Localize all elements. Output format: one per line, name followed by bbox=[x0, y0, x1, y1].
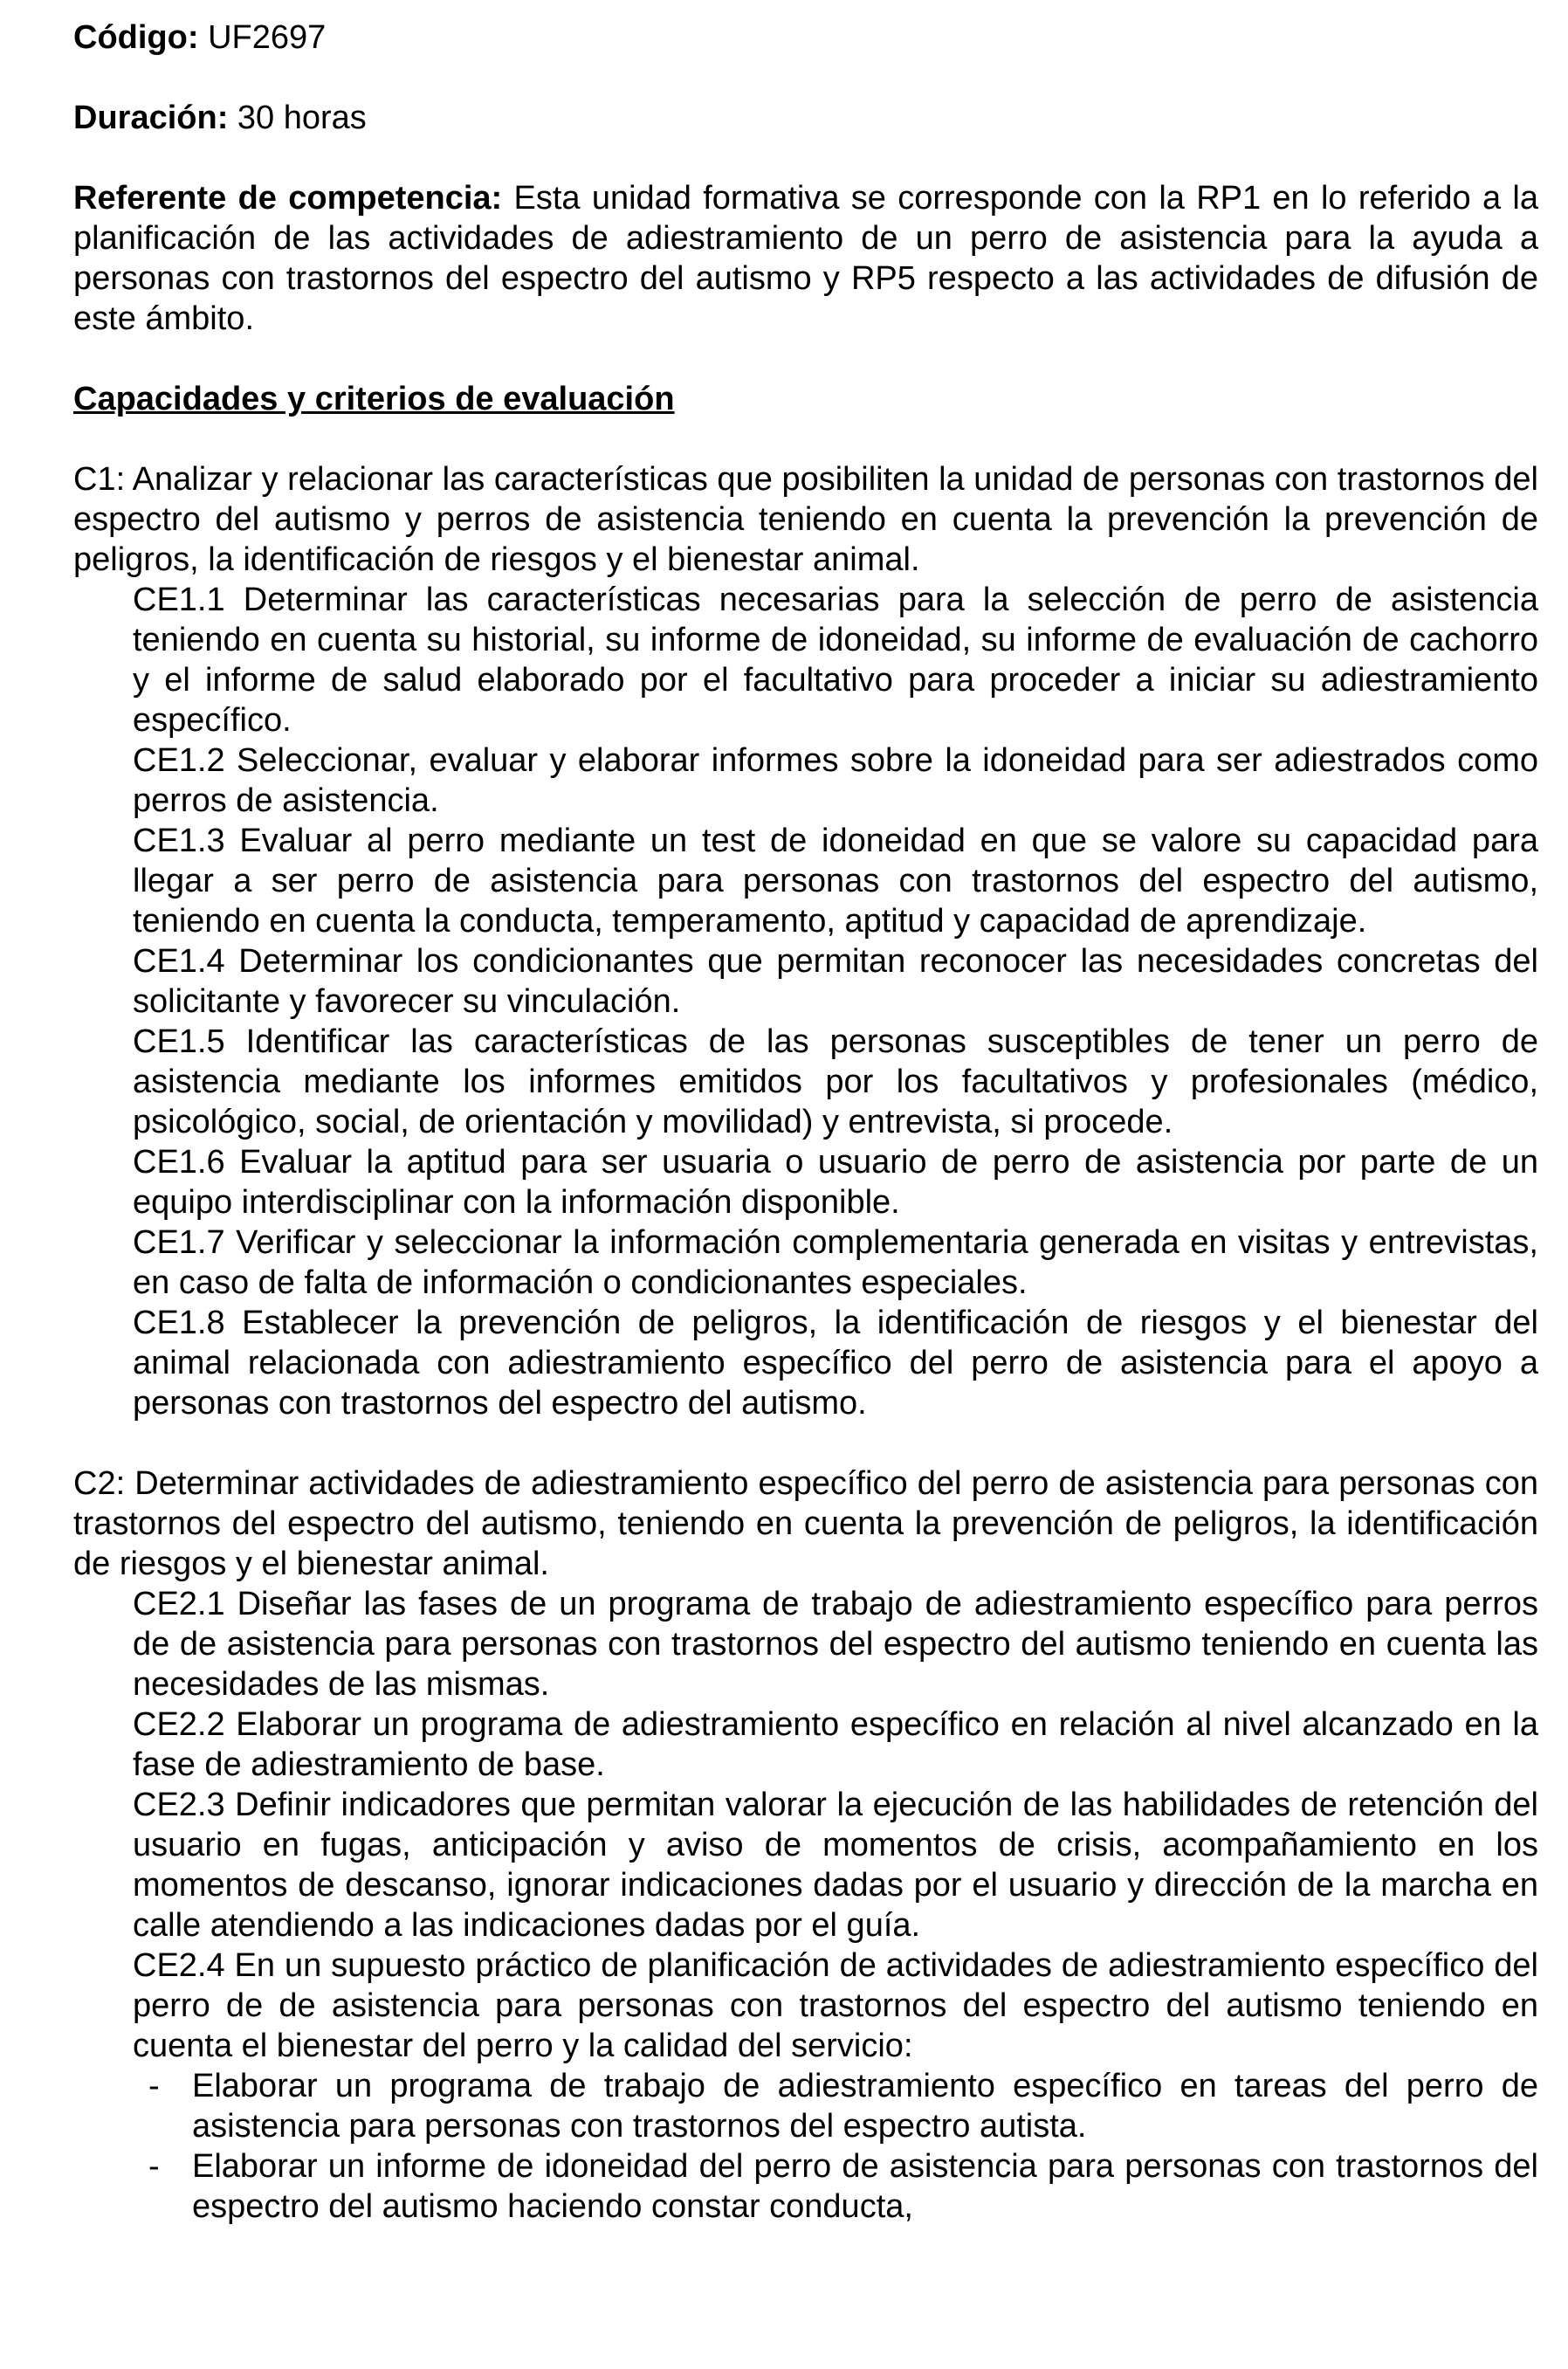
referente-label: Referente de competencia: bbox=[73, 180, 503, 217]
criterio-ce1-4: CE1.4 Determinar los condicionantes que permitan reconocer las necesidades concretas del solicitante y favorecer su vinculación. bbox=[133, 943, 1538, 1020]
section-title: Capacidades y criterios de evaluación bbox=[73, 381, 675, 417]
criterio-ce1-5: CE1.5 Identificar las características de las personas susceptibles de tener un perro de asistencia mediante los informes emitidos por los facultativos y profesionales (médico, psicológico, social, de orientación y movilidad) y entrevista, si procede. bbox=[133, 1023, 1538, 1140]
dash-bullet: - bbox=[148, 2148, 160, 2185]
codigo-value: UF2697 bbox=[208, 19, 327, 56]
criterio-ce1-6: CE1.6 Evaluar la aptitud para ser usuaria o usuario de perro de asistencia por parte de un equipo interdisciplinar con la información disponible. bbox=[133, 1144, 1538, 1221]
referente-value: Esta unidad formativa se corresponde con la RP1 en lo referido a la planificación de las actividades de adiestramiento de un perro de asistencia para la ayuda a personas con trastornos del espectro del autismo y RP5 respecto a las actividades de difusión de este ámbito. bbox=[73, 180, 1538, 337]
criterio-ce1-8: CE1.8 Establecer la prevención de peligros, la identificación de riesgos y el bienestar del animal relacionada con adiestramiento específico del perro de asistencia para el apoyo a personas con trastornos del espectro del autismo. bbox=[133, 1305, 1538, 1422]
capacidad-text: C2: Determinar actividades de adiestramiento específico del perro de asistencia para personas con trastornos del espectro del autismo, teniendo en cuenta la prevención de peligros, la identificación de riesgos y el bienestar animal. bbox=[73, 1465, 1538, 1582]
criterio-ce2-3: CE2.3 Definir indicadores que permitan valorar la ejecución de las habilidades de retención del usuario en fugas, anticipación y aviso de momentos de crisis, acompañamiento en los momentos de descanso, ignorar indicaciones dadas por el usuario y dirección de la marcha en calle atendiendo a las indicaciones dadas por el guía. bbox=[133, 1787, 1538, 1944]
criterio-ce1-2: CE1.2 Seleccionar, evaluar y elaborar informes sobre la idoneidad para ser adiestrados como perros de asistencia. bbox=[133, 742, 1538, 819]
list-item-text: Elaborar un programa de trabajo de adiestramiento específico en tareas del perro de asistencia para personas con trastornos del espectro autista. bbox=[192, 2068, 1538, 2145]
capacidad-text: C1: Analizar y relacionar las características que posibiliten la unidad de personas con trastornos del espectro del autismo y perros de asistencia teniendo en cuenta la prevención la prevención de peligros, la identificación de riesgos y el bienestar animal. bbox=[73, 461, 1538, 578]
duracion-field bbox=[73, 98, 1538, 138]
referente-field bbox=[73, 178, 1538, 339]
criterio-ce2-4: CE2.4 En un supuesto práctico de planificación de actividades de adiestramiento específico del perro de de asistencia para personas con trastornos del espectro del autismo teniendo en cuenta el bienestar del perro y la calidad del servicio: bbox=[133, 1947, 1538, 2064]
criterio-ce1-7: CE1.7 Verificar y seleccionar la información complementaria generada en visitas y entrevistas, en caso de falta de información o condicionantes especiales. bbox=[133, 1224, 1538, 1301]
codigo-label: Código: bbox=[73, 19, 199, 56]
capacidad-c2 bbox=[73, 1463, 1538, 2227]
list-item bbox=[148, 2146, 1538, 2227]
sub-item-list bbox=[73, 2066, 1538, 2227]
criterio-ce1-3: CE1.3 Evaluar al perro mediante un test de idoneidad en que se valore su capacidad para llegar a ser perro de asistencia para personas con trastornos del espectro del autismo, teniendo en cuenta la conducta, temperamento, aptitud y capacidad de aprendizaje. bbox=[133, 823, 1538, 940]
dash-bullet: - bbox=[148, 2068, 160, 2104]
capacidad-c1 bbox=[73, 459, 1538, 1423]
criterio-ce2-1: CE2.1 Diseñar las fases de un programa de trabajo de adiestramiento específico para perros de de asistencia para personas con trastornos del espectro del autismo teniendo en cuenta las necesidades de las mismas. bbox=[133, 1586, 1538, 1703]
list-item-text: Elaborar un informe de idoneidad del perro de asistencia para personas con trastornos del espectro del autismo haciendo constar conducta, bbox=[192, 2148, 1538, 2225]
list-item bbox=[148, 2066, 1538, 2146]
criterio-ce2-2: CE2.2 Elaborar un programa de adiestramiento específico en relación al nivel alcanzado en la fase de adiestramiento de base. bbox=[133, 1706, 1538, 1783]
codigo-field bbox=[73, 17, 1538, 58]
duracion-value: 30 horas bbox=[237, 100, 367, 136]
duracion-label: Duración: bbox=[73, 100, 229, 136]
criterio-ce1-1: CE1.1 Determinar las características necesarias para la selección de perro de asistencia teniendo en cuenta su historial, su informe de idoneidad, su informe de evaluación de cachorro y el informe de salud elaborado por el facultativo para proceder a iniciar su adiestramiento específico. bbox=[133, 582, 1538, 739]
